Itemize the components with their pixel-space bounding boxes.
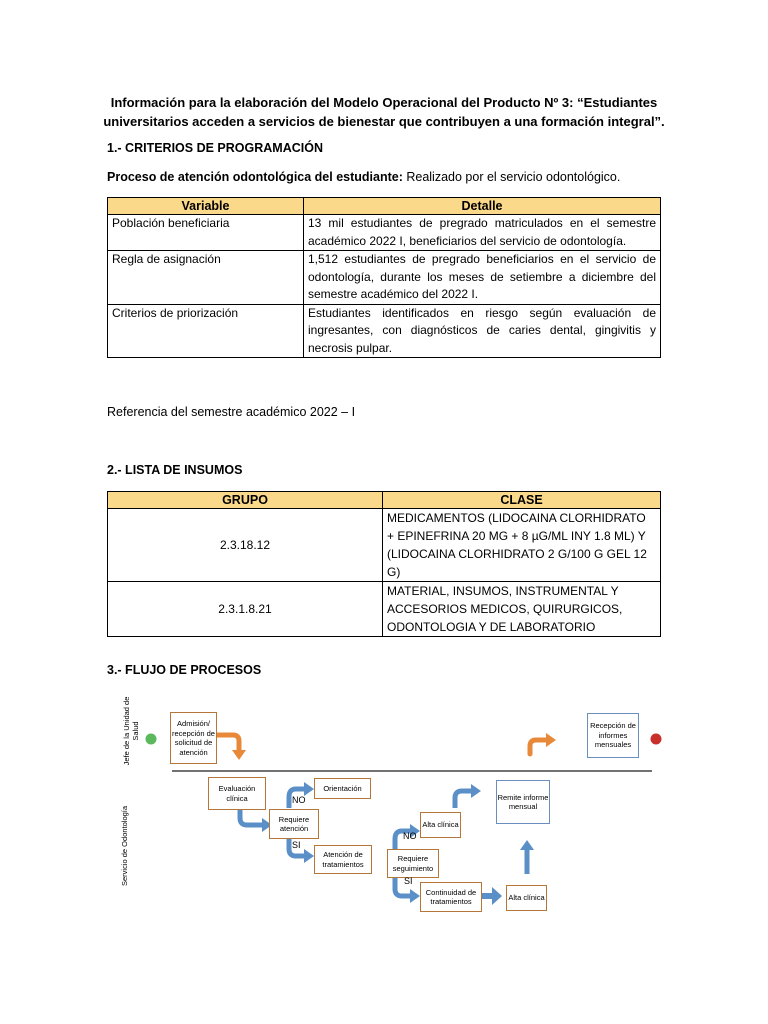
reference-note: Referencia del semestre académico 2022 – I <box>107 405 356 419</box>
box-recepcion: Recepción de informes mensuales <box>587 713 639 758</box>
variable-cell: Regla de asignación <box>108 251 304 305</box>
lane-label-top: Jefe de la Unidad de Salud <box>122 696 140 766</box>
class-cell: MATERIAL, INSUMOS, INSTRUMENTAL Y ACCESORIOS MEDICOS, QUIRURGICOS, ODONTOLOGIA Y DE LABORATORIO <box>383 582 661 637</box>
orange-arrows <box>216 733 556 760</box>
group-cell: 2.3.1.8.21 <box>108 582 383 637</box>
variable-cell: Población beneficiaria <box>108 215 304 251</box>
column-header: Detalle <box>304 198 661 215</box>
label-no-2: NO <box>403 831 417 841</box>
detail-cell: 13 mil estudiantes de pregrado matriculados en el semestre académico 2022 I, beneficiarios del servicio de odontología. <box>304 215 661 251</box>
inputs-table <box>107 491 661 637</box>
document-title: Información para la elaboración del Modelo Operacional del Producto Nº 3: “Estudiantes universitarios acceden a servicios de bienestar que contribuyen a una formación integral”. <box>103 95 665 129</box>
box-requiere-atencion: Requiere atención <box>269 809 319 839</box>
box-alta-2: Alta clínica <box>506 885 547 911</box>
box-atencion-tratamientos: Atención de tratamientos <box>314 845 372 874</box>
criteria-table <box>107 197 661 358</box>
column-header: Variable <box>108 198 304 215</box>
table-header-row <box>108 492 661 509</box>
box-alta-1: Alta clínica <box>420 812 461 838</box>
start-node <box>146 734 157 745</box>
box-admision: Admisión/ recepción de solicitud de atención <box>170 712 217 764</box>
group-cell: 2.3.18.12 <box>108 509 383 582</box>
variable-cell: Criterios de priorización <box>108 304 304 358</box>
lane-label-bottom: Servicio de Odontología <box>120 805 129 886</box>
table-row <box>108 251 661 305</box>
section2-heading: 2.- LISTA DE INSUMOS <box>107 463 243 477</box>
detail-cell: Estudiantes identificados en riesgo según evaluación de ingresantes, con diagnósticos de caries dental, gingivitis y necrosis pulpar. <box>304 304 661 358</box>
blue-arrows <box>240 782 534 905</box>
process-line <box>107 170 620 184</box>
box-evaluacion: Evaluación clínica <box>208 777 266 810</box>
end-node <box>651 734 662 745</box>
process-value: Realizado por el servicio odontológico. <box>402 170 621 184</box>
box-orientacion: Orientación <box>314 778 371 799</box>
box-remite: Remite informe mensual <box>496 780 550 824</box>
table-row <box>108 582 661 637</box>
table-row <box>108 215 661 251</box>
label-no-1: NO <box>292 795 306 805</box>
column-header: GRUPO <box>108 492 383 509</box>
section1-heading: 1.- CRITERIOS DE PROGRAMACIÓN <box>107 141 323 155</box>
box-continuidad: Continuidad de tratamientos <box>420 882 482 912</box>
box-requiere-seguimiento: Requiere seguimiento <box>387 849 439 878</box>
label-si-2: SI <box>404 876 413 886</box>
detail-cell: 1,512 estudiantes de pregrado beneficiarios en el servicio de odontología, durante los meses de setiembre a diciembre del semestre académico del 2022 I. <box>304 251 661 305</box>
table-row <box>108 509 661 582</box>
column-header: CLASE <box>383 492 661 509</box>
section3-heading: 3.- FLUJO DE PROCESOS <box>107 663 262 677</box>
table-row <box>108 304 661 358</box>
process-label: Proceso de atención odontológica del estudiante: <box>107 170 403 184</box>
class-cell: MEDICAMENTOS (LIDOCAINA CLORHIDRATO + EPINEFRINA 20 MG + 8 µG/ML INY 1.8 ML) Y (LIDOCAINA CLORHIDRATO 2 G/100 G GEL 12 G) <box>383 509 661 582</box>
label-si-1: SI <box>292 840 301 850</box>
table-header-row <box>108 198 661 215</box>
